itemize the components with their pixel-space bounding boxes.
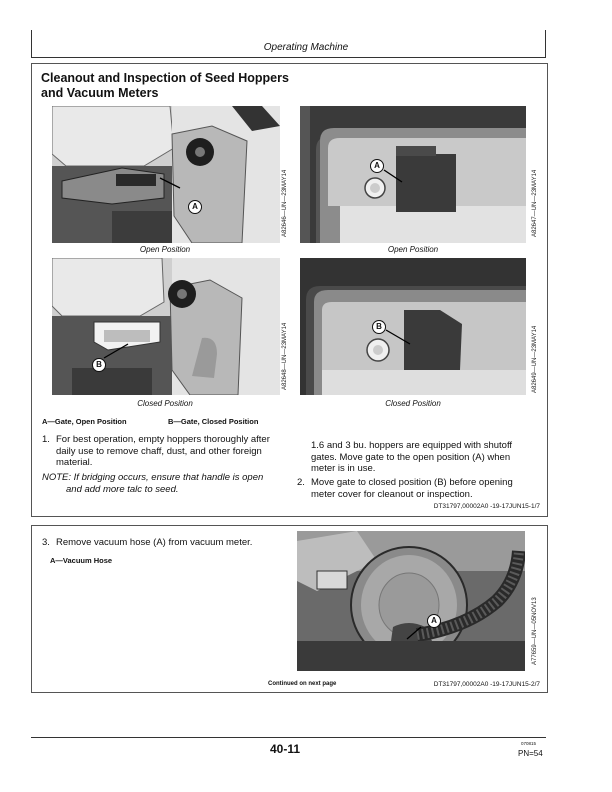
figure-id-2: A82647—UN—23MAY14 [532,169,538,237]
figure-meter-closed [300,258,526,395]
page-number: 40-11 [269,742,301,756]
section-title-line1: Cleanout and Inspection of Seed Hoppers [41,71,289,85]
figure-meter-open [300,106,526,243]
figure-hopper-open [52,106,280,243]
header-bottom-rule [31,57,546,58]
callout-b: B [372,320,386,334]
hopper-closed-illustration [52,258,280,395]
figure-id-5: A77659—UN—05NOV13 [532,597,538,665]
figure-id-4: A82649—UN—23MAY14 [532,325,538,393]
page-pn: PN=54 [518,749,543,758]
figure-hopper-closed [52,258,280,395]
legend-gate-closed: B—Gate, Closed Position [168,417,259,426]
callout-a: A [188,200,202,214]
vacuum-hose-illustration [297,531,525,671]
step-1-number: 1. [42,434,50,445]
step-1-text: For best operation, empty hoppers thoroughly after daily use to remove chaff, dust, and other foreign material. [56,434,270,468]
figure-id-3: A82648—UN—23MAY14 [282,322,288,390]
section-title-line2: and Vacuum Meters [41,86,159,100]
caption-1: Open Position [139,245,191,254]
step-3-number: 3. [42,537,50,548]
hopper-open-illustration [52,106,280,243]
callout-a: A [370,159,384,173]
hopper-info-text: 1.6 and 3 bu. hoppers are equipped with shutoff gates. Move gate to the open position (A) when meter is in use. [311,440,513,474]
doc-reference-2: DT31797,00002A0 -19-17JUN15-2/7 [433,681,540,688]
footer-rule [31,737,546,738]
meter-closed-illustration [300,258,526,395]
step-3-text: Remove vacuum hose (A) from vacuum meter. [56,537,253,548]
caption-3: Closed Position [137,399,193,408]
section-title [41,71,289,101]
caption-4: Closed Position [385,399,441,408]
note-bridging: NOTE: If bridging occurs, ensure that handle is open and add more talc to seed. [42,472,264,495]
figure-id-1: A82646—UN—23MAY14 [282,169,288,237]
header-title: Operating Machine [263,42,349,53]
meter-open-illustration [300,106,526,243]
legend-gate-open: A—Gate, Open Position [42,417,127,426]
footer-date-code: 070815 [521,741,537,746]
callout-a: A [427,614,441,628]
callout-b: B [92,358,106,372]
figure-vacuum-hose [297,531,525,671]
step-2-text: Move gate to closed position (B) before opening meter cover for cleanout or inspection. [311,477,513,500]
step-2-number: 2. [297,477,305,488]
doc-reference-1: DT31797,00002A0 -19-17JUN15-1/7 [433,503,540,510]
legend-vacuum-hose: A—Vacuum Hose [50,556,113,565]
caption-2: Open Position [387,245,439,254]
continued-note: Continued on next page [268,681,337,687]
